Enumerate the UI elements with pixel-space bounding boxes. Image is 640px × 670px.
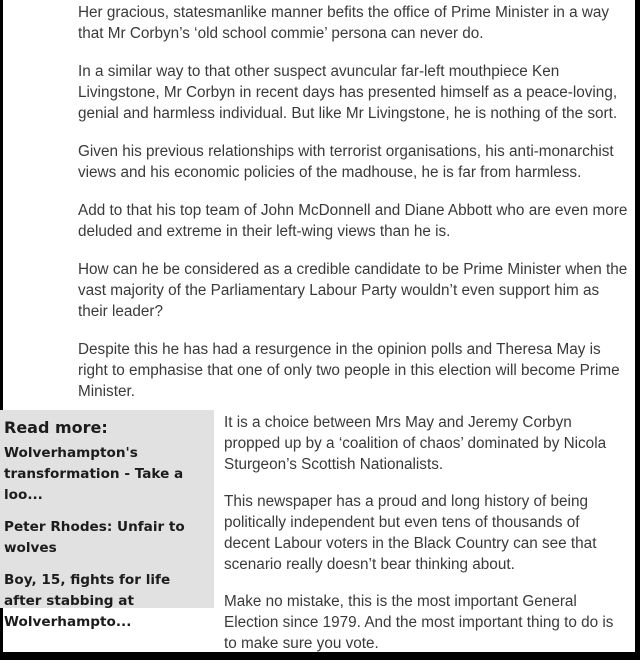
read-more-link[interactable]: Boy, 15, fights for life after stabbing at Wolverhampto... — [4, 572, 171, 630]
read-more-box — [0, 410, 214, 630]
article-body — [78, 2, 630, 419]
article-paragraph: Despite this he has had a resurgence in the opinion polls and Theresa May is right to emphasise that one of only two people in this election will become Prime Minister. — [78, 341, 620, 400]
article-paragraph: How can he be considered as a credible candidate to be Prime Minister when the vast majority of the Parliamentary Labour Party wouldn’t even support him as their leader? — [78, 261, 628, 320]
article-paragraph: Add to that his top team of John McDonnell and Diane Abbott who are even more deluded and extreme in their left-wing views than he is. — [78, 202, 628, 240]
article-continued — [224, 412, 626, 670]
right-edge-bar — [635, 0, 640, 660]
article-paragraph: This newspaper has a proud and long history of being politically independent but even tens of thousands of decent Labour voters in the Black Country can see that scenario really doesn’t bear thinking about. — [224, 493, 597, 573]
article-paragraph: Her gracious, statesmanlike manner befits the office of Prime Minister in a way that Mr Corbyn’s ‘old school commie’ persona can never do. — [78, 4, 610, 42]
read-more-link[interactable]: Peter Rhodes: Unfair to wolves — [4, 519, 185, 556]
article-paragraph: Make no mistake, this is the most important General Election since 1979. And the most important thing to do is to make sure you vote. — [224, 593, 614, 652]
bottom-edge-bar — [0, 652, 640, 660]
article-paragraph: It is a choice between Mrs May and Jeremy Corbyn propped up by a ‘coalition of chaos’ dominated by Nicola Sturgeon’s Scottish Nationalists. — [224, 414, 607, 473]
read-more-link[interactable]: Wolverhampton's transformation - Take a loo... — [4, 445, 184, 503]
article-paragraph: Given his previous relationships with terrorist organisations, his anti-monarchist views and his economic policies of the madhouse, he is far from harmless. — [78, 143, 614, 181]
read-more-heading: Read more: — [4, 418, 108, 437]
article-paragraph: In a similar way to that other suspect avuncular far-left mouthpiece Ken Livingstone, Mr Corbyn in recent days has presented himself as a peace-loving, genial and harmless individual. But like Mr Livingstone, he is nothing of the sort. — [78, 63, 618, 122]
